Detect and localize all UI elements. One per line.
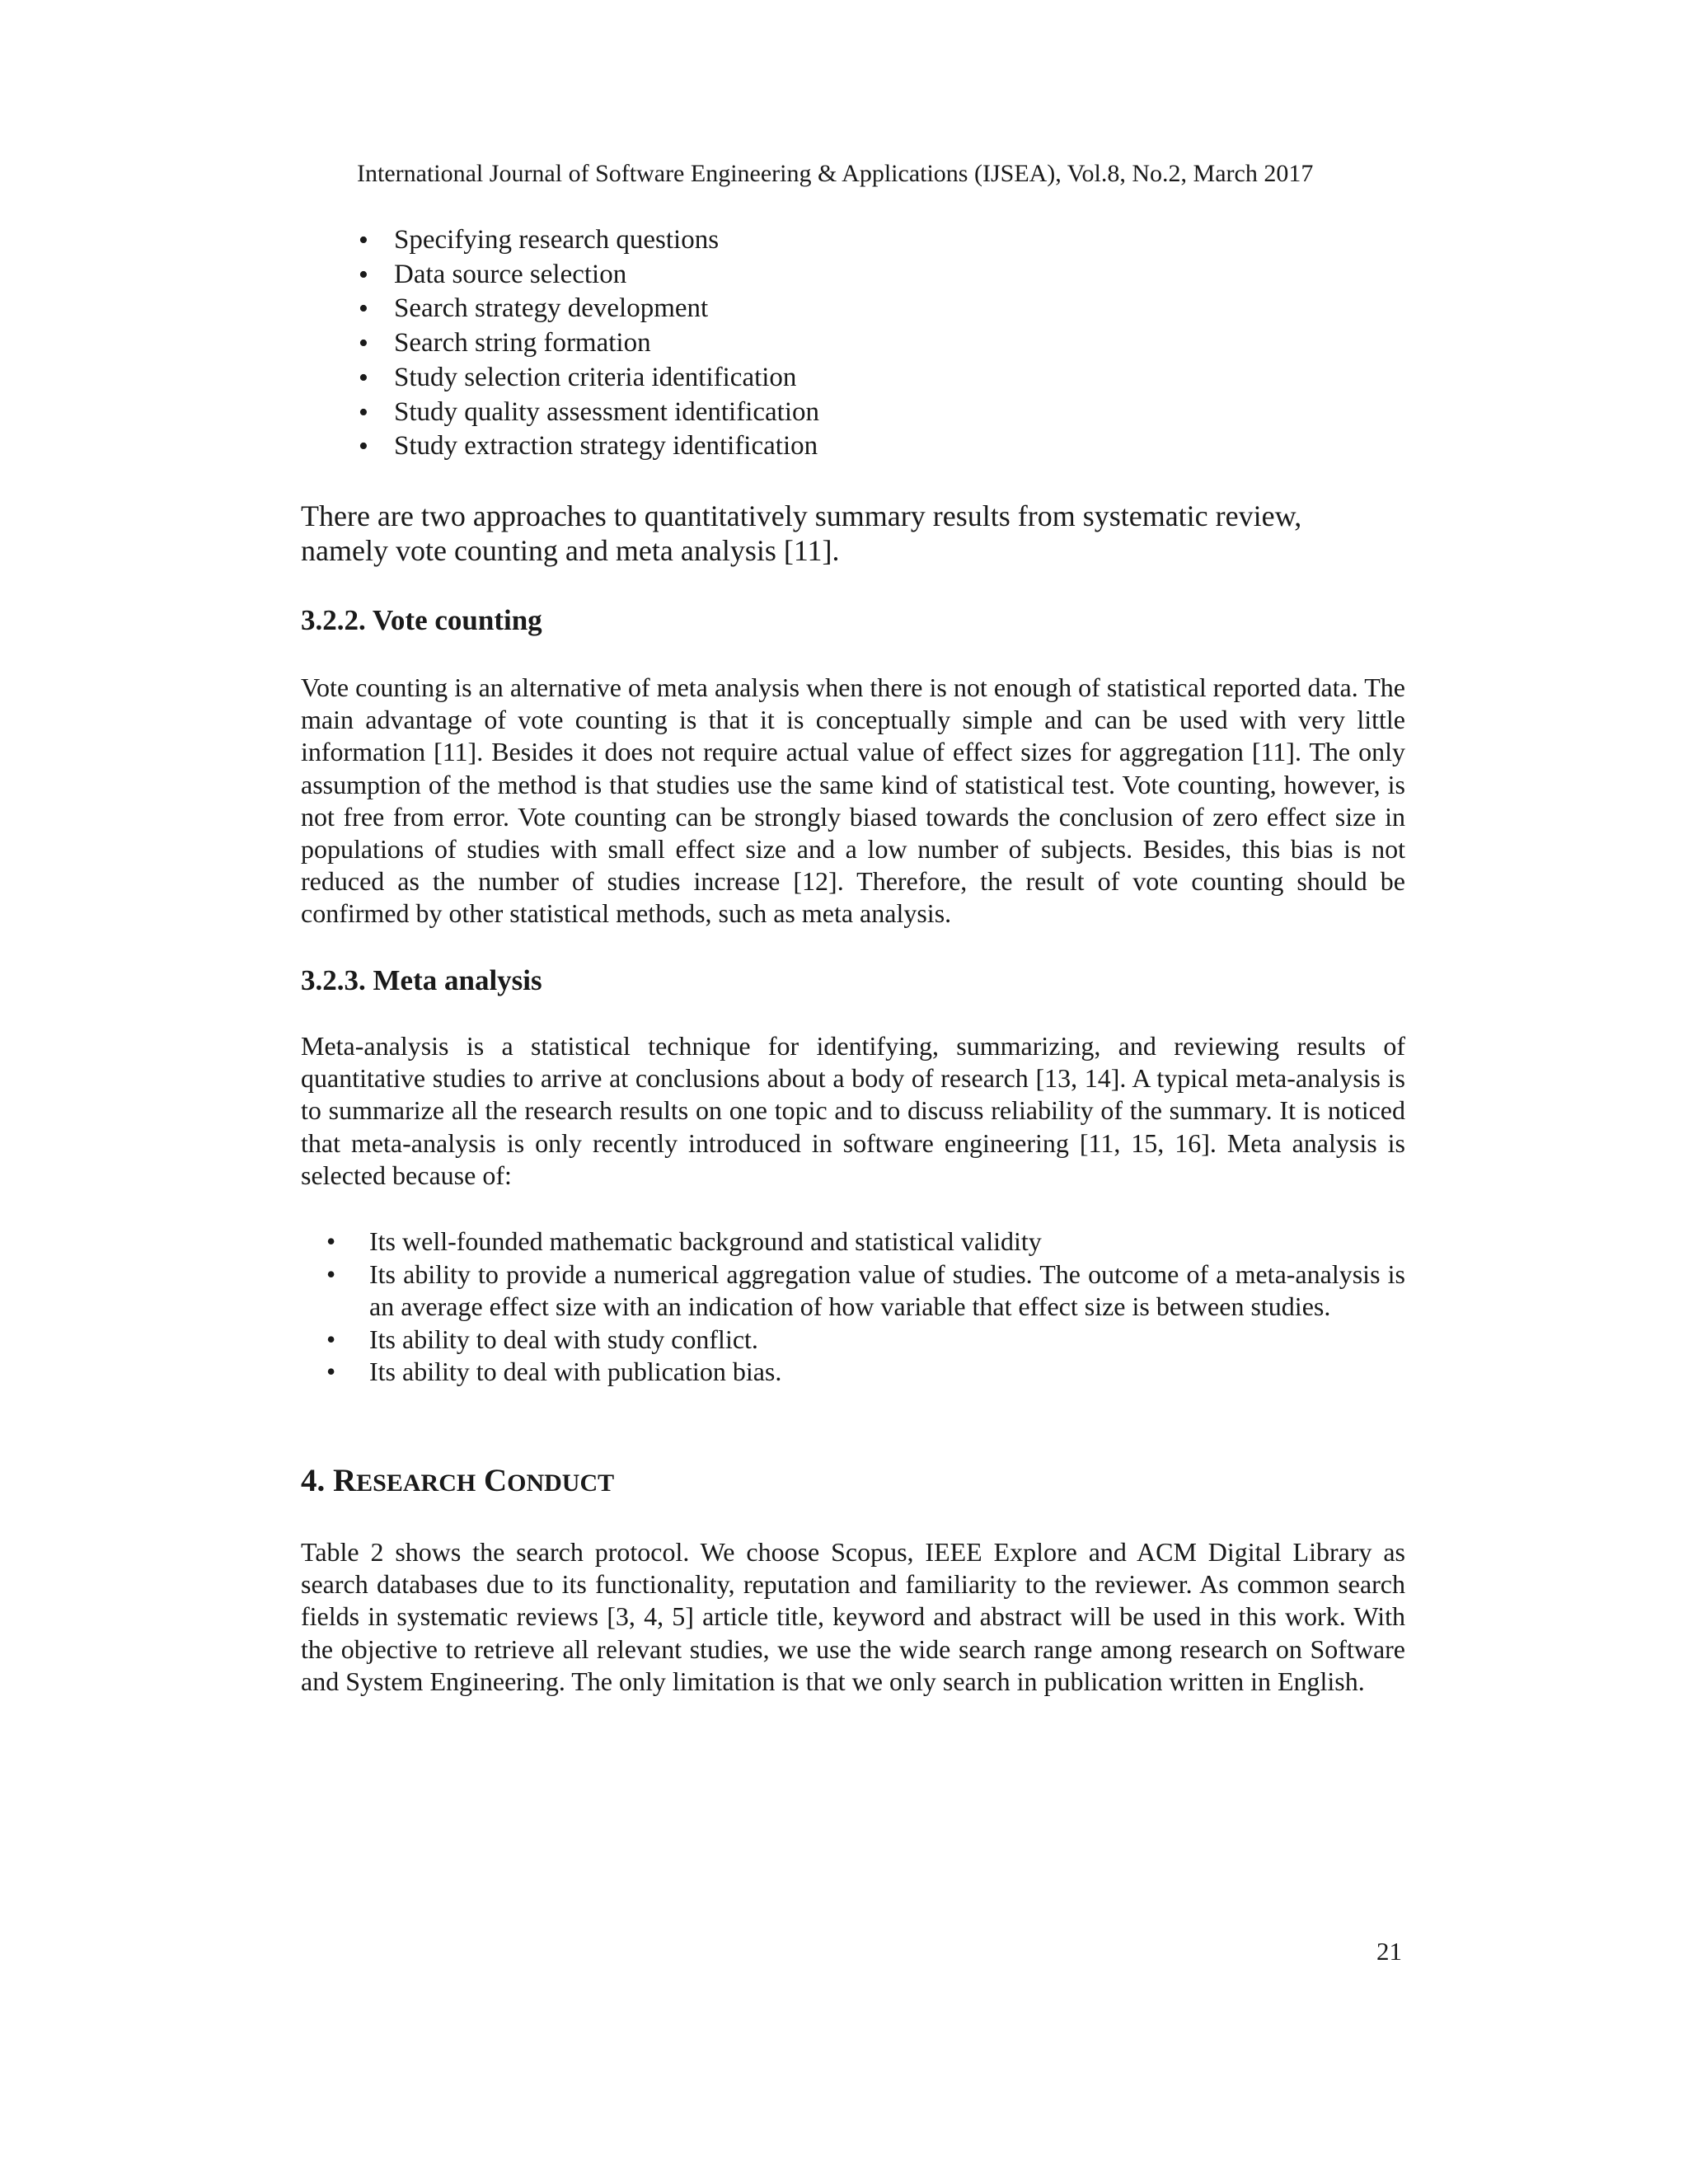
page-number: 21 — [1376, 1937, 1402, 1966]
protocol-steps-list — [394, 223, 819, 464]
intro-paragraph: There are two approaches to quantitatively summary results from systematic review, namely vote counting and meta analysis [11]. — [301, 499, 1302, 567]
meta-analysis-heading: 3.2.3. Meta analysis — [301, 964, 542, 996]
list-item: • Search strategy development — [394, 292, 819, 326]
running-header: International Journal of Software Engineering & Applications (IJSEA), Vol.8, No.2, March 2017 — [357, 160, 1314, 187]
list-item: • Its ability to deal with publication bias. — [369, 1356, 1405, 1389]
list-item: • Its well-founded mathematic background and statistical validity — [369, 1226, 1405, 1258]
heading-smallcaps: ESEARCH — [356, 1469, 476, 1497]
list-item: • Data source selection — [394, 258, 819, 293]
vote-counting-paragraph: Vote counting is an alternative of meta analysis when there is not enough of statistical reported data. The main advantage of vote counting is that it is conceptually simple and can be used with very little information [11]. Besides it does not require actual value of effect sizes for aggregation [11]. The only assumption of the method is that studies use the same kind of statistical test. Vote counting, however, is not free from error. Vote counting can be strongly biased towards the conclusion of zero effect size in populations of studies with small effect size and a low number of subjects. Besides, this bias is not reduced as the number of studies increase [12]. Therefore, the result of vote counting should be confirmed by other statistical methods, such as meta analysis. — [301, 673, 1405, 929]
heading-cap: R — [333, 1463, 357, 1498]
research-conduct-heading — [301, 1462, 614, 1499]
meta-analysis-paragraph: Meta-analysis is a statistical technique for identifying, summarizing, and reviewing results of quantitative studies to arrive at conclusions about a body of research [13, 14]. A typical meta-analysis is to summarize all the research results on one topic and to discuss reliability of the summary. It is noticed that meta-analysis is only recently introduced in software engineering [11, 15, 16]. Meta analysis is selected because of: — [301, 1031, 1405, 1190]
meta-analysis-reasons-list — [369, 1226, 1405, 1389]
list-item: • Its ability to deal with study conflict. — [369, 1324, 1405, 1357]
section-number: 4. — [301, 1463, 333, 1498]
heading-cap: C — [483, 1463, 508, 1498]
research-conduct-paragraph: Table 2 shows the search protocol. We choose Scopus, IEEE Explore and ACM Digital Library as search databases due to its functionality, reputation and familiarity to the reviewer. As common search fields in systematic reviews [3, 4, 5] article title, keyword and abstract will be used in this work. With the objective to retrieve all relevant studies, we use the wide search range among research on Software and System Engineering. The only limitation is that we only search in publication written in English. — [301, 1537, 1405, 1696]
list-item: • Study extraction strategy identification — [394, 429, 819, 464]
list-item: • Its ability to provide a numerical aggregation value of studies. The outcome of a meta-analysis is an average effect size with an indication of how variable that effect size is between studies. — [369, 1258, 1405, 1324]
heading-smallcaps: ONDUCT — [507, 1469, 615, 1497]
list-item: • Study quality assessment identification — [394, 396, 819, 430]
list-item: • Specifying research questions — [394, 223, 819, 258]
vote-counting-heading: 3.2.2. Vote counting — [301, 604, 542, 636]
list-item: • Search string formation — [394, 326, 819, 361]
list-item: • Study selection criteria identification — [394, 361, 819, 396]
